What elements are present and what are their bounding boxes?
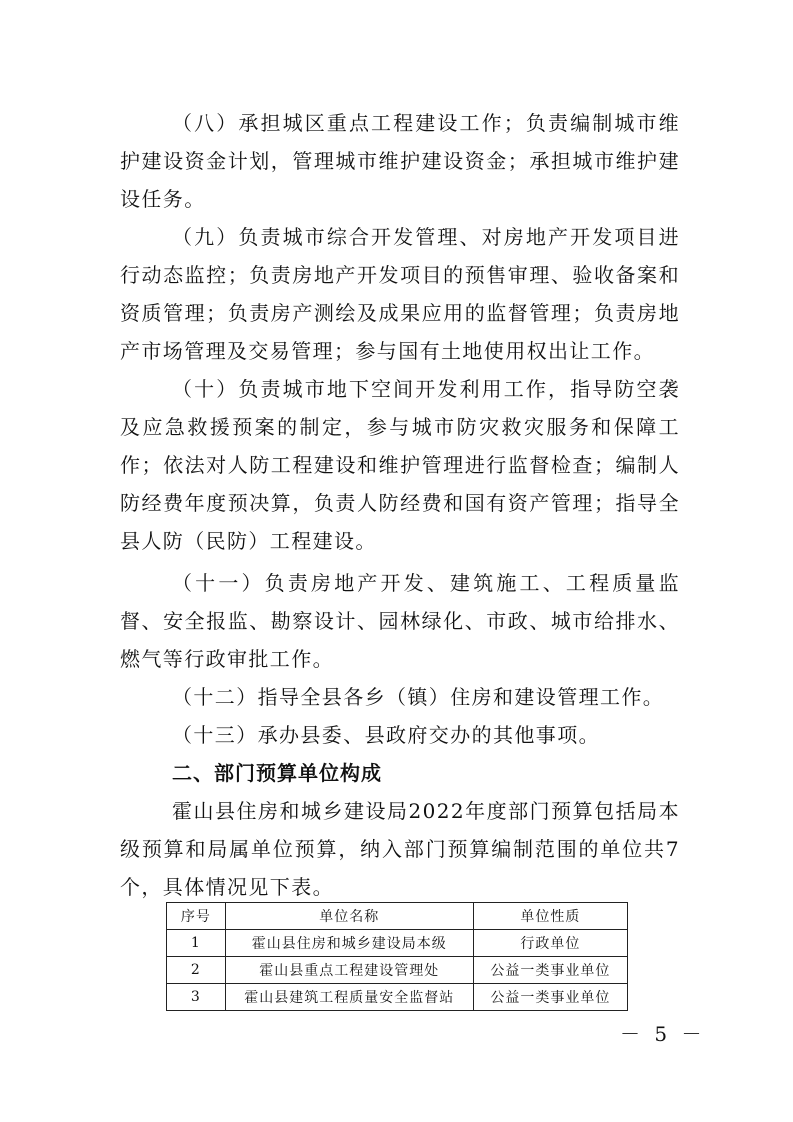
row-unit-name: 霍山县重点工程建设管理处 xyxy=(225,957,473,984)
header-unit-type: 单位性质 xyxy=(473,903,627,930)
header-index: 序号 xyxy=(167,903,226,930)
paragraph-item-12: （十二）指导全县各乡（镇）住房和建设管理工作。 xyxy=(172,685,665,709)
page-number: － 5 － xyxy=(620,1022,706,1046)
paragraph-item-10: （十）负责城市地下空间开发利用工作，指导防空袭及应急救援预案的制定，参与城市防灾救灾服务和保障工作；依法对人防工程建设和维护管理进行监督检查；编制人防经费年度预决算，负责人防经费和国有资产管理；指导全县人防（民防）工程建设。 xyxy=(120,377,680,553)
row-unit-type: 公益一类事业单位 xyxy=(473,984,627,1011)
units-table xyxy=(166,902,628,1011)
paragraph-item-8: （八）承担城区重点工程建设工作；负责编制城市维护建设资金计划，管理城市维护建设资金；承担城市维护建设任务。 xyxy=(120,111,680,211)
intro-paragraph: 霍山县住房和城乡建设局2022年度部门预算包括局本级预算和局属单位预算，纳入部门预算编制范围的单位共7个，具体情况见下表。 xyxy=(120,799,680,899)
row-unit-name: 霍山县建筑工程质量安全监督站 xyxy=(225,984,473,1011)
section-heading: 二、部门预算单位构成 xyxy=(172,761,382,785)
row-index: 2 xyxy=(167,957,226,984)
table-row xyxy=(167,984,628,1011)
header-unit-name: 单位名称 xyxy=(225,903,473,930)
table-header-row xyxy=(167,903,628,930)
table-row xyxy=(167,930,628,957)
row-unit-type: 行政单位 xyxy=(473,930,627,957)
row-index: 3 xyxy=(167,984,226,1011)
row-unit-name: 霍山县住房和城乡建设局本级 xyxy=(225,930,473,957)
row-unit-type: 公益一类事业单位 xyxy=(473,957,627,984)
table-row xyxy=(167,957,628,984)
paragraph-item-9: （九）负责城市综合开发管理、对房地产开发项目进行动态监控；负责房地产开发项目的预售审理、验收备案和资质管理；负责房产测绘及成果应用的监督管理；负责房地产市场管理及交易管理；参与国有土地使用权出让工作。 xyxy=(120,225,680,363)
paragraph-item-13: （十三）承办县委、县政府交办的其他事项。 xyxy=(172,723,600,747)
row-index: 1 xyxy=(167,930,226,957)
paragraph-item-11: （十一）负责房地产开发、建筑施工、工程质量监督、安全报监、勘察设计、园林绿化、市政、城市给排水、燃气等行政审批工作。 xyxy=(120,571,680,671)
